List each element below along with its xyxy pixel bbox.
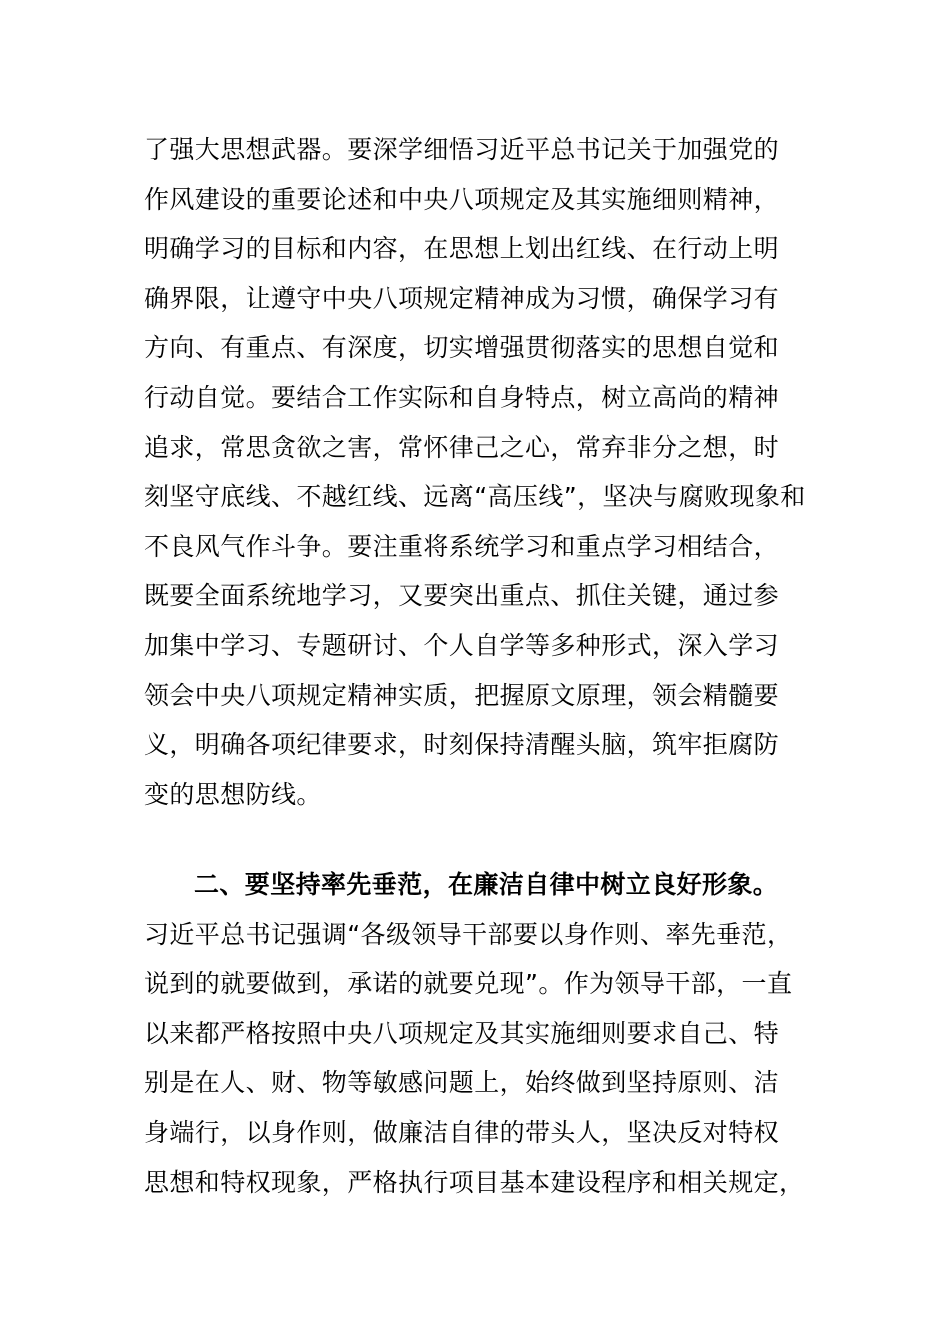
- paragraph-1-line: 既要全面系统地学习，又要突出重点、抓住关键，通过参: [144, 581, 780, 611]
- paragraph-1-line: 作风建设的重要论述和中央八项规定及其实施细则精神，: [144, 184, 780, 214]
- paragraph-1: [144, 125, 809, 819]
- paragraph-1-line: 领会中央八项规定精神实质，把握原文原理，领会精髓要: [144, 680, 780, 710]
- section-2-line: 说到的就要做到，承诺的就要兑现”。作为领导干部，一直: [144, 969, 793, 999]
- paragraph-1-line: 刻坚守底线、不越红线、远离“高压线”，坚决与腐败现象和: [144, 482, 806, 512]
- paragraph-1-line: 方向、有重点、有深度，切实增强贯彻落实的思想自觉和: [144, 333, 780, 363]
- paragraph-1-line: 变的思想防线。: [144, 779, 322, 809]
- section-2-line: 思想和特权现象，严格执行项目基本建设程序和相关规定，: [144, 1167, 805, 1197]
- paragraph-1-line: 了强大思想武器。要深学细悟习近平总书记关于加强党的: [144, 135, 780, 164]
- section-2-heading: 二、要坚持率先垂范，在廉洁自律中树立良好形象。: [194, 870, 779, 899]
- section-2: [144, 860, 809, 1207]
- section-2-line: 以来都严格按照中央八项规定及其实施细则要求自己、特: [144, 1018, 780, 1048]
- paragraph-1-line: 不良风气作斗争。要注重将系统学习和重点学习相结合，: [144, 531, 780, 561]
- section-2-line: 习近平总书记强调“各级领导干部要以身作则、率先垂范，: [144, 919, 793, 949]
- paragraph-1-line: 追求，常思贪欲之害，常怀律己之心，常弃非分之想，时: [144, 432, 780, 462]
- paragraph-1-line: 加集中学习、专题研讨、个人自学等多种形式，深入学习: [144, 630, 780, 660]
- paragraph-1-line: 明确学习的目标和内容，在思想上划出红线、在行动上明: [144, 234, 780, 264]
- section-2-line: 身端行，以身作则，做廉洁自律的带头人，坚决反对特权: [144, 1117, 780, 1147]
- paragraph-1-line: 义，明确各项纪律要求，时刻保持清醒头脑，筑牢拒腐防: [144, 730, 780, 760]
- section-2-line: 别是在人、财、物等敏感问题上，始终做到坚持原则、洁: [144, 1068, 780, 1098]
- paragraph-1-line: 确界限，让遵守中央八项规定精神成为习惯，确保学习有: [144, 283, 780, 313]
- paragraph-1-line: 行动自觉。要结合工作实际和自身特点，树立高尚的精神: [144, 382, 780, 412]
